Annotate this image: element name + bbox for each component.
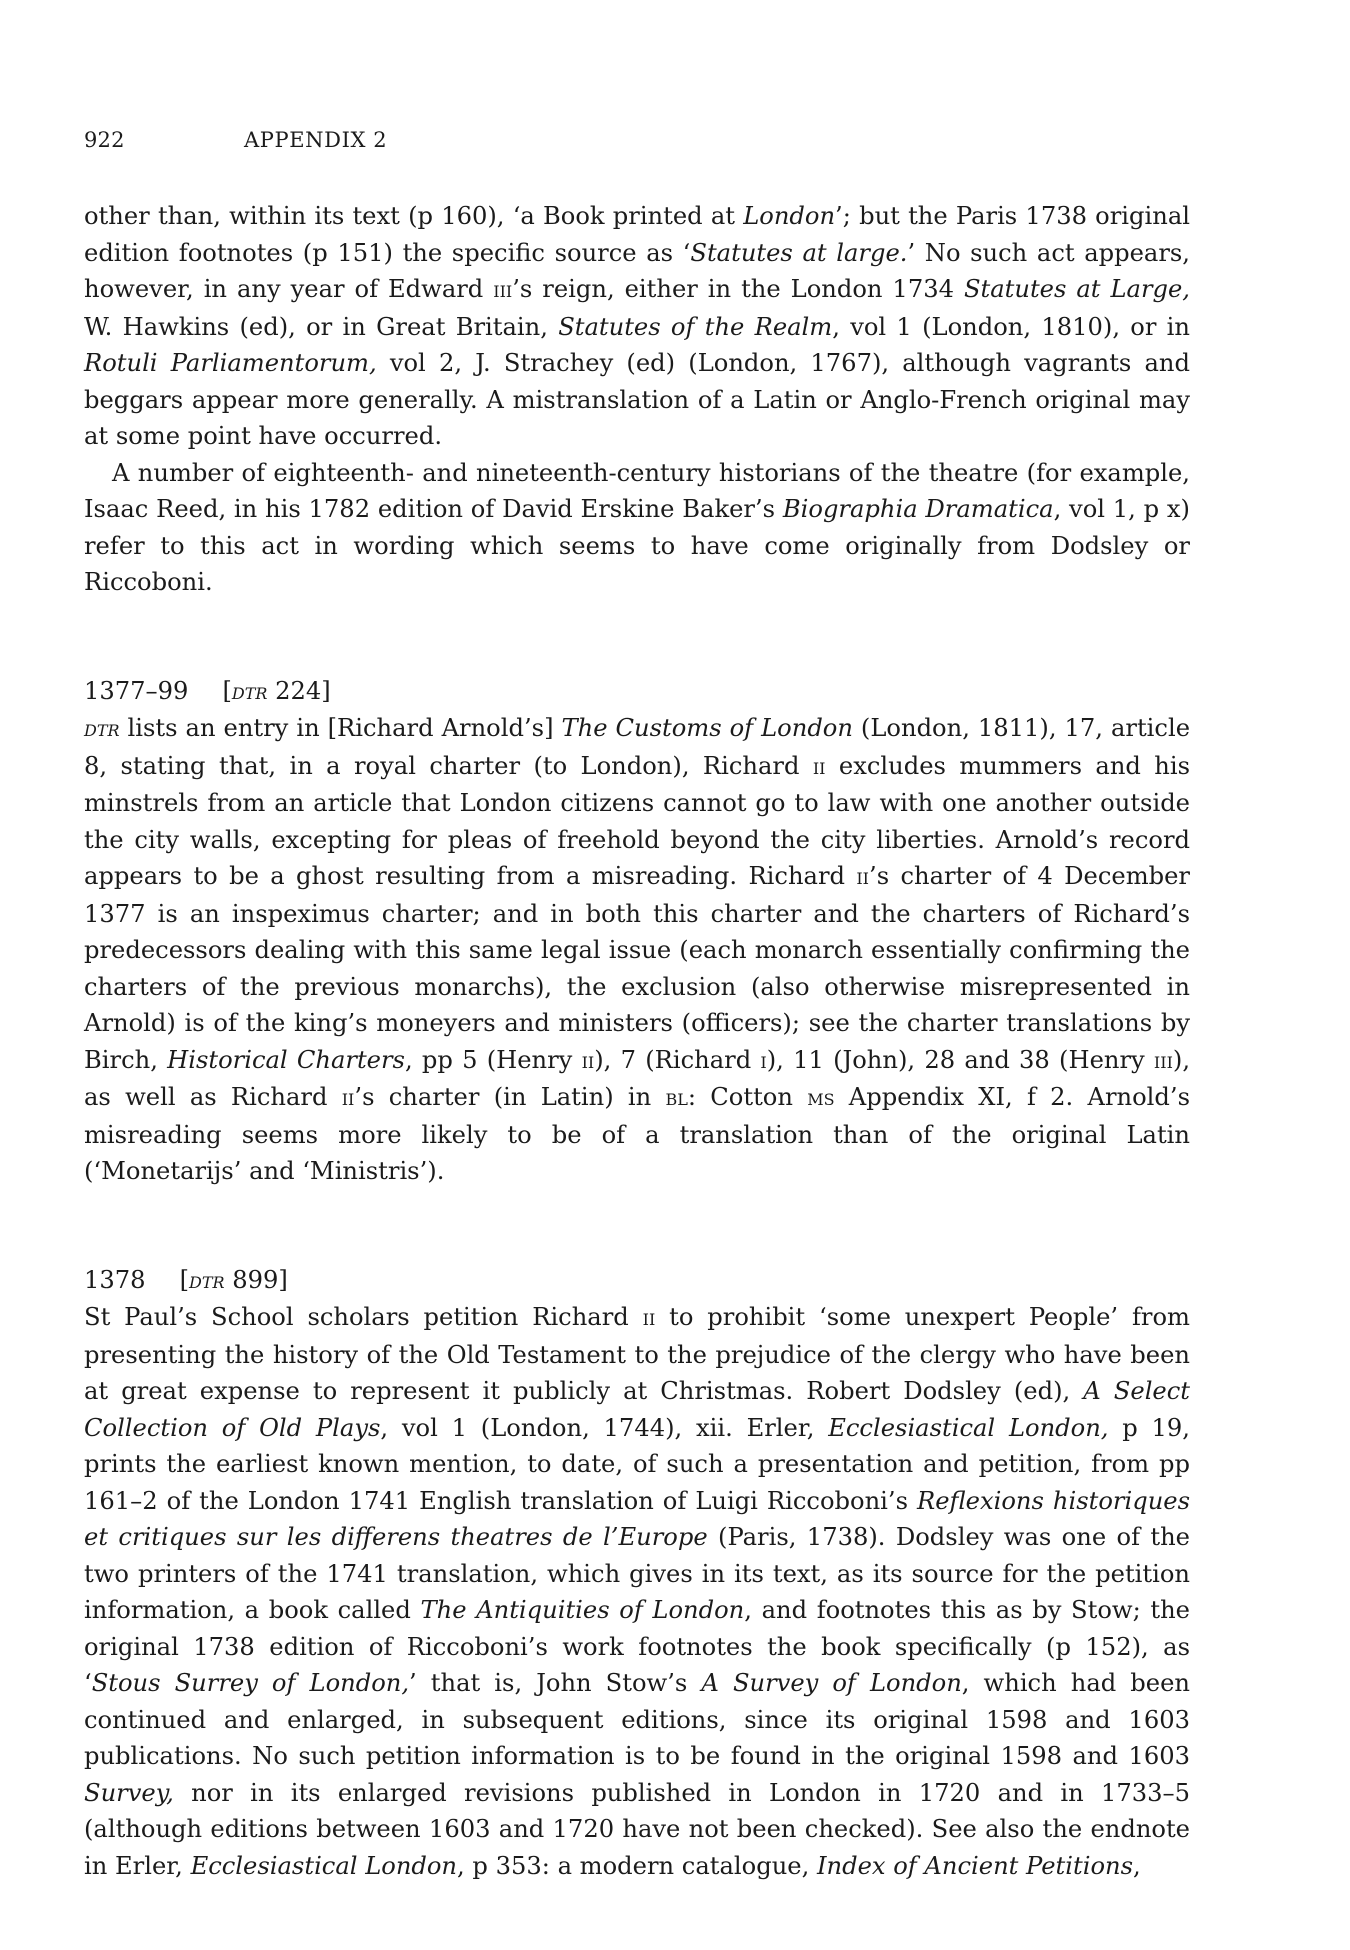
text-run: ’; but the Paris 1738 original edition footnotes (p 151) the specific source as ‘ <box>84 202 1190 267</box>
text-run: ), as well as Richard <box>84 1045 1191 1111</box>
text-run: ’s reign, either in the London 1734 <box>512 275 964 303</box>
text-run: , which had been continued and enlarged, in subsequent editions, since its original 1598 and 1603 publications. No such petition information is to be found in the original 1598 and 1603 <box>84 1669 1190 1770</box>
page-number: 922 <box>84 128 125 152</box>
text-run: other than, within its text (p 160), ‘a Book printed at <box>84 202 744 230</box>
text-run: p 19, prints the earliest known mention, to date, of such a presentation and petition, from pp 161–2 of the London 1741 English translation of Luigi Riccoboni’s <box>84 1413 1190 1515</box>
italic-run: Ecclesiastical London, <box>828 1413 1109 1442</box>
text-run: , pp 5 (Henry <box>404 1045 582 1074</box>
smallcaps-run: ii <box>642 1305 656 1331</box>
smallcaps-run: ii <box>812 753 826 780</box>
italic-run: Rotuli Parliamentorum, <box>84 349 377 377</box>
text-run: to prohibit ‘some unexpert People’ from presenting the history of the Old Testament to the prejudice of the clergy who have been at great expense to represent it publicly at Christmas. Robert Dodsley (ed), <box>84 1303 1190 1405</box>
text-run: (London, 1811), 17, article 8, stating that, in a royal charter (to London), Richard <box>84 714 1191 780</box>
smallcaps-run: dtr <box>231 678 268 705</box>
italic-run: Biographia Dramatica <box>782 495 1054 523</box>
smallcaps-run: ms <box>807 1085 835 1111</box>
text-run: , vol 1 (London, 1810), or in <box>832 312 1190 341</box>
text-run: , p 353: a modern catalogue, <box>457 1851 817 1880</box>
running-title: APPENDIX 2 <box>244 128 388 152</box>
text-run: ’s charter of 4 December 1377 is an inspeximus charter; and in both this charter and the charters of Richard’s predecessors dealing with this same legal issue (each monarch essentially confirming the charters of the previous monarchs), the exclusion (also otherwise misrepresented in Arnold) is of the king’s moneyers and ministers (officers); see the charter translations by Birch, <box>84 862 1190 1074</box>
italic-run: A Select Collection of Old Plays <box>84 1377 1191 1442</box>
text-run: 899] <box>224 1265 288 1294</box>
italic-run: Reflexions historiques et critiques sur les differens theatres de l’Europe <box>84 1486 1190 1551</box>
entry-reference <box>180 1266 288 1294</box>
text-run: : Cotton <box>687 1083 808 1111</box>
text-run: W. Hawkins (ed), or in Great Britain, <box>84 312 559 341</box>
smallcaps-run: iii <box>1153 1047 1173 1074</box>
text-run: 224] <box>267 676 331 705</box>
running-head <box>84 128 1190 164</box>
text-run: A number of eighteenth- and nineteenth-century historians of the theatre (for example, Isaac Reed, in his 1782 edition of David Erskine Baker’s <box>84 458 1190 523</box>
text-run: [ <box>179 1265 189 1294</box>
italic-run: London <box>743 202 836 230</box>
text-run: (Paris, 1738). Dodsley was one of the two printers of the 1741 translation, which gives in its text, as its source for the petition information, a book called <box>84 1523 1190 1624</box>
italic-run: Index of Ancient Petitions <box>816 1851 1134 1880</box>
italic-run: A Survey of London <box>701 1669 962 1697</box>
text-run: lists an entry in [Richard Arnold’s] <box>119 714 562 742</box>
smallcaps-run: ii <box>856 864 869 890</box>
italic-run: Historical Charters <box>167 1045 405 1074</box>
intro-paragraph-2 <box>84 455 1190 601</box>
italic-run: The Antiquities of London <box>420 1596 745 1624</box>
entry-reference <box>222 677 330 705</box>
entry-1377-99 <box>84 673 1190 1190</box>
text-run: [ <box>222 676 232 705</box>
text-run: Appendix XI, f 2. Arnold’s misreading seems more likely to be of a translation than of the original Latin (‘Monetarijs’ and ‘Ministris’). <box>84 1083 1190 1185</box>
text-run: ’s charter (in Latin) in <box>354 1083 666 1111</box>
italic-run: Ecclesiastical London <box>190 1851 458 1880</box>
document-page <box>84 128 1190 1884</box>
smallcaps-run: bl <box>665 1085 688 1111</box>
entry-body <box>84 710 1190 1190</box>
italic-run: Stous Surrey of London, <box>91 1669 410 1697</box>
entry-heading <box>84 673 1190 711</box>
smallcaps-run: ii <box>341 1085 355 1111</box>
smallcaps-run: dtr <box>189 1267 225 1294</box>
text-run: , <box>1133 1851 1141 1880</box>
text-run: nor in its enlarged revisions published in London in 1720 and in 1733–5 (although editions between 1603 and 1720 have not been checked). See also the endnote in Erler, <box>84 1778 1190 1880</box>
text-run: St Paul’s School scholars petition Richard <box>84 1303 643 1331</box>
smallcaps-run: ii <box>581 1047 595 1074</box>
text-run: , vol 1, p x) refer to this act in wording which seems to have come originally from Dodsley or Riccoboni. <box>84 495 1190 596</box>
text-run: , and footnotes this as by Stow; the original 1738 edition of Riccoboni’s work footnotes the book specifically (p 152), as ‘ <box>84 1596 1190 1697</box>
entry-date: 1377–99 <box>84 676 189 705</box>
text-run: vol 2, J. Strachey (ed) (London, 1767), although vagrants and beggars appear more generally. A mistranslation of a Latin or Anglo-French original may at some point have occurred. <box>84 349 1190 450</box>
smallcaps-run: dtr <box>84 716 120 742</box>
entry-heading <box>84 1262 1190 1300</box>
entry-1378 <box>84 1262 1190 1885</box>
text-run: ’ No such act appears, however, in any year of Edward <box>84 238 1191 303</box>
italic-run: Statutes at large. <box>690 238 908 267</box>
italic-run: Survey, <box>84 1778 174 1807</box>
smallcaps-run: iii <box>493 277 513 303</box>
entry-date: 1378 <box>84 1265 146 1294</box>
text-run: ), 7 (Richard <box>594 1045 761 1074</box>
text-run: ’ that is, John Stow’s <box>409 1669 702 1697</box>
intro-paragraph-1 <box>84 198 1190 455</box>
smallcaps-run: i <box>760 1047 767 1074</box>
italic-run: The Customs of London <box>561 714 853 742</box>
italic-run: Statutes of the Realm <box>558 312 833 341</box>
entry-body <box>84 1299 1190 1884</box>
text-run: , vol 1 (London, 1744), xii. Erler, <box>380 1413 829 1442</box>
text-run: excludes mummers and his minstrels from an article that London citizens cannot go to law with one another outside the city walls, excepting for pleas of freehold beyond the city liberties. Arnold’s record appears to be a ghost resulting from a misreading. Richard <box>84 751 1190 890</box>
italic-run: Statutes at Large, <box>963 275 1190 303</box>
text-run: ), 11 (John), 28 and 38 (Henry <box>766 1045 1154 1074</box>
